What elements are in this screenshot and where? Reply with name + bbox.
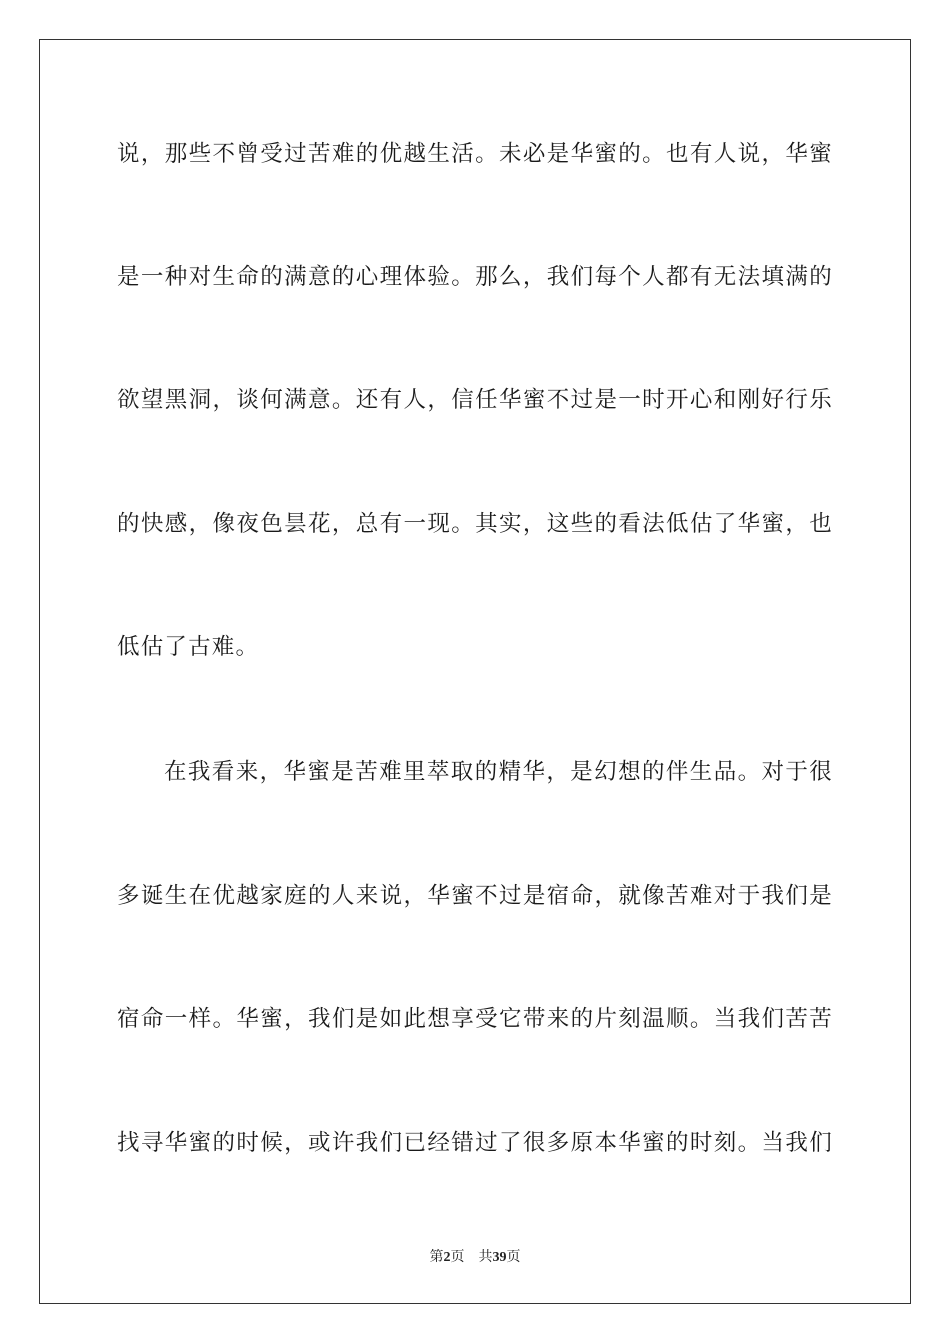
body-line-3: 欲望黑洞，谈何满意。还有人，信任华蜜不过是一时开心和刚好行乐 xyxy=(117,387,833,413)
body-line-2: 是一种对生命的满意的心理体验。那么，我们每个人都有无法填满的 xyxy=(117,264,833,290)
body-line-7: 多诞生在优越家庭的人来说，华蜜不过是宿命，就像苦难对于我们是 xyxy=(117,883,833,909)
total-suffix: 页 xyxy=(506,1249,521,1265)
total-pages: 39 xyxy=(492,1250,507,1265)
page-footer xyxy=(0,1247,950,1268)
body-line-5: 低估了古难。 xyxy=(117,634,260,660)
body-line-6: 在我看来，华蜜是苦难里萃取的精华，是幻想的伴生品。对于很 xyxy=(164,759,833,785)
page-number: 2 xyxy=(443,1250,451,1265)
body-line-8: 宿命一样。华蜜，我们是如此想享受它带来的片刻温顺。当我们苦苦 xyxy=(117,1006,833,1032)
body-line-9: 找寻华蜜的时候，或许我们已经错过了很多原本华蜜的时刻。当我们 xyxy=(117,1130,833,1156)
page-suffix: 页 xyxy=(450,1249,465,1265)
body-line-4: 的快感，像夜色昙花，总有一现。其实，这些的看法低估了华蜜，也 xyxy=(117,511,833,537)
page-border xyxy=(39,39,911,1304)
page-prefix: 第 xyxy=(429,1249,444,1265)
total-prefix: 共 xyxy=(478,1249,493,1265)
body-line-1: 说，那些不曾受过苦难的优越生活。未必是华蜜的。也有人说，华蜜 xyxy=(117,141,833,167)
